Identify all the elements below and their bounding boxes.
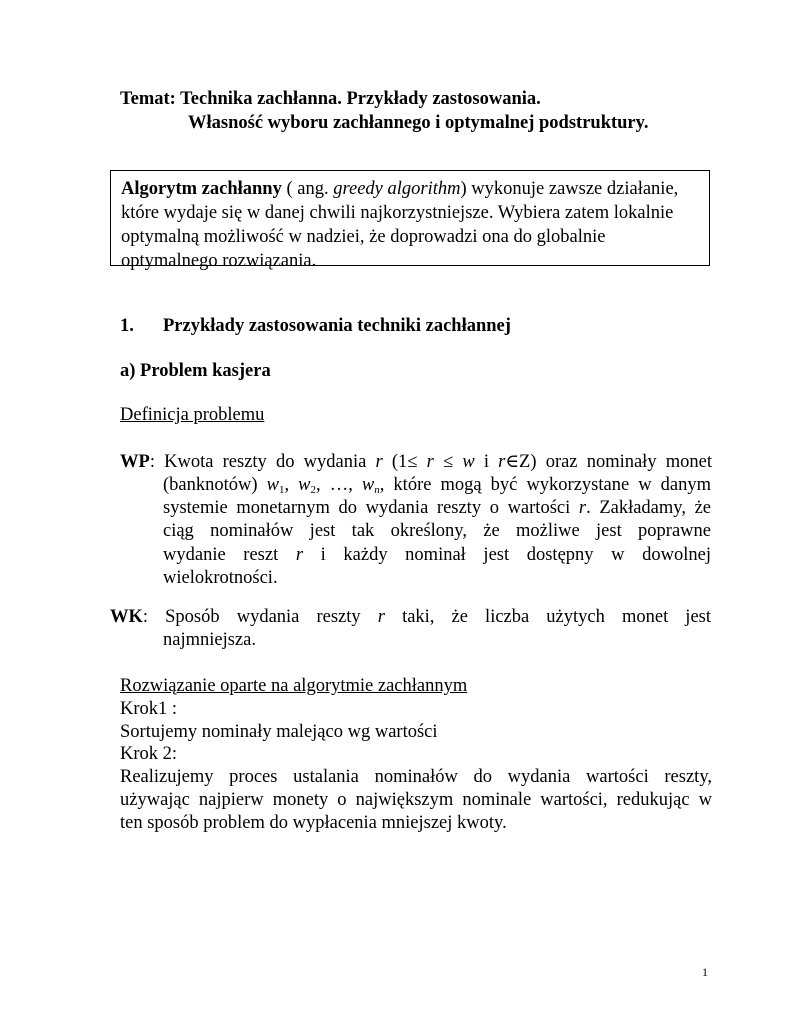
step1-label: Krok1 : [120, 698, 178, 719]
wp-line-4: ciąg nominałów jest tak określony, że możliwe jest poprawne [163, 521, 711, 542]
wp-text: (1≤ [382, 452, 427, 472]
subscript: n [374, 484, 380, 496]
page-number: 1 [702, 965, 708, 979]
var-r: r [377, 607, 385, 627]
wp-text: i każdy nominał jest dostępny w dowolnej [303, 544, 711, 565]
wp-text: ≤ [433, 452, 463, 472]
subsection-title: a) Problem kasjera [120, 361, 271, 381]
subscript: 2 [310, 484, 316, 496]
wp-text: , …, [316, 475, 362, 495]
wp-line-3 [163, 497, 711, 520]
wp-text: Kwota reszty do wydania [154, 452, 376, 472]
definition-term: Algorytm zachłanny [121, 179, 282, 199]
wk-sep: : [142, 607, 149, 627]
wp-text: , które mogą być wykorzystane w danym [379, 475, 712, 495]
section-number: 1. [120, 316, 134, 336]
wp-line-5 [163, 544, 711, 567]
solution-block [120, 675, 712, 835]
wp-label: WP [120, 452, 150, 472]
var-r: r [578, 498, 587, 519]
solution-heading: Rozwiązanie oparte na algorytmie zachłannym [120, 676, 468, 696]
var-w: w [361, 475, 375, 495]
definition-line-2: które wydaje się w danej chwili najkorzystniejsze. Wybiera zatem lokalnie [121, 203, 674, 223]
var-r: r [295, 544, 304, 565]
var-w: w [462, 452, 475, 472]
subscript: 1 [278, 484, 285, 496]
step2-label: Krok 2: [120, 744, 178, 765]
var-r: r [426, 452, 434, 472]
wp-line-6: wielokrotności. [163, 567, 278, 588]
wp-text: i [474, 452, 499, 472]
definition-term-en: greedy algorithm [333, 179, 461, 199]
var-r: r [375, 452, 383, 472]
step2-line-1: Realizujemy proces ustalania nominałów do wydania wartości reszty, [120, 767, 712, 788]
wk-label: WK [110, 607, 143, 627]
definition-line-1 [121, 177, 701, 201]
var-r: r [498, 452, 506, 472]
problem-definition-heading: Definicja problemu [120, 405, 265, 425]
wp-line-2 [163, 474, 711, 497]
page-title: Temat: Technika zachłanna. Przykłady zastosowania. [120, 89, 541, 109]
definition-line-4: optymalnego rozwiązania. [121, 251, 317, 271]
section-title: Przykłady zastosowania techniki zachłannej [163, 316, 511, 336]
wk-line-2: najmniejsza. [163, 630, 256, 650]
step2-line-3: ten sposób problem do wypłacenia mniejszej kwoty. [120, 812, 507, 833]
definition-box [110, 170, 710, 271]
wp-text: systemie monetarnym do wydania reszty o wartości [163, 498, 579, 519]
wk-line-1 [110, 606, 711, 630]
wp-text: . Zakładamy, że [586, 498, 712, 519]
definition-line-1-rest: ) wykonuje zawsze działanie, [460, 179, 679, 199]
definition-line-3: optymalną możliwość w nadziei, że doprowadzi ona do globalnie [121, 227, 606, 247]
step2-line-2: używając najpierw monety o największym nominale wartości, redukując w [120, 789, 712, 810]
wp-line-1 [120, 451, 712, 474]
wp-text: , [284, 475, 299, 495]
wp-text: wydanie reszt [163, 544, 296, 565]
wp-sep: : [149, 452, 155, 472]
wp-body [163, 474, 711, 590]
var-w: w [266, 475, 279, 495]
step1-text: Sortujemy nominały malejąco wg wartości [120, 721, 438, 742]
wp-text: (banknotów) [163, 475, 267, 495]
wk-text: Sposób wydania reszty [148, 607, 378, 627]
wk-text: taki, że liczba użytych monet jest [384, 607, 711, 627]
page-subtitle: Własność wyboru zachłannego i optymalnej podstruktury. [188, 113, 649, 133]
wp-text: ∈Z) oraz nominały monet [505, 452, 712, 472]
definition-paren: ( ang. [281, 179, 334, 199]
var-w: w [298, 475, 311, 495]
